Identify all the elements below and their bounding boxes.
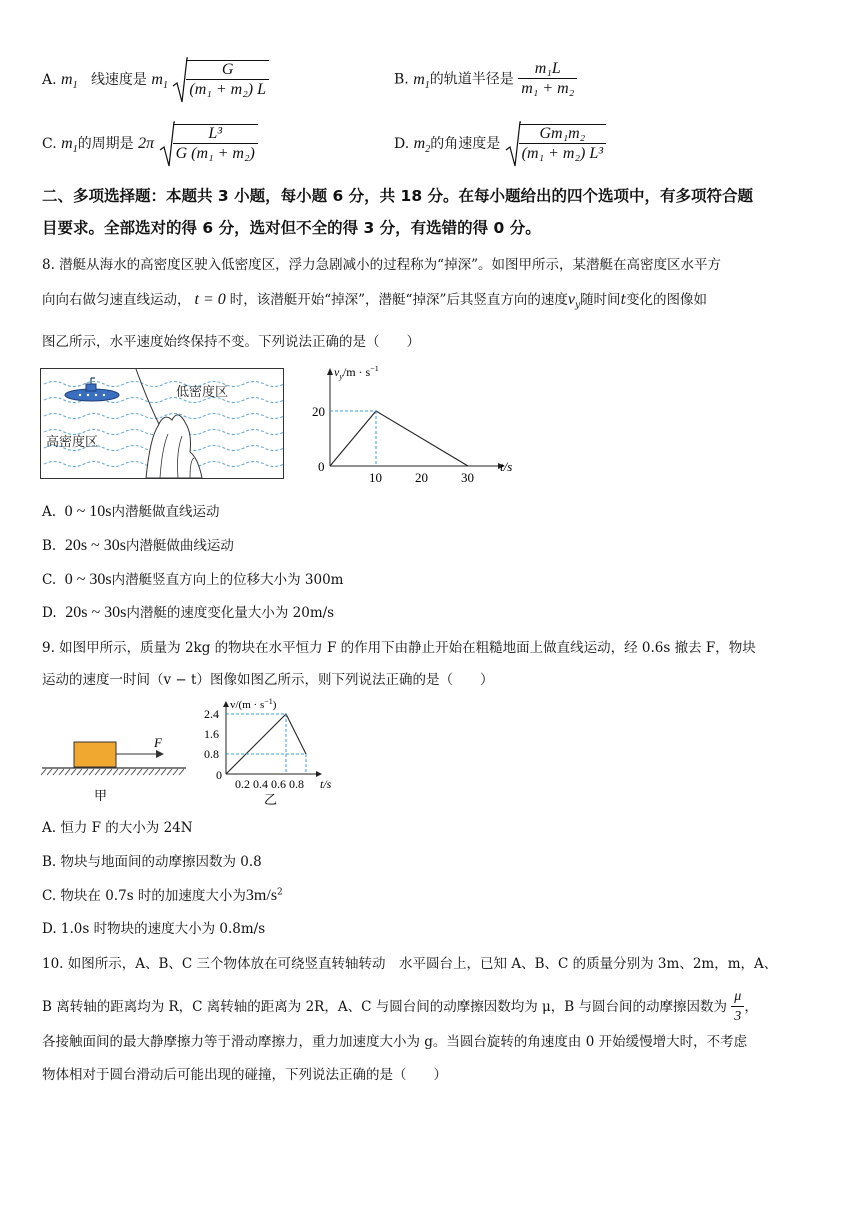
- y-tick-label: 20: [312, 404, 325, 419]
- q8-option-a[interactable]: A. 0 ~ 10s内潜艇做直线运动: [42, 503, 220, 520]
- q9-option-c[interactable]: C. 物块在 0.7s 时的加速度大小为$3m/s^2$: [42, 887, 283, 904]
- q9-option-a[interactable]: A. 恒力 F 的大小为 24N: [42, 820, 193, 836]
- q8-option-c[interactable]: C. 0 ~ 30s内潜艇竖直方向上的位移大小为 300m: [42, 571, 344, 588]
- high-density-label: 高密度区: [46, 434, 99, 449]
- v-t-graph: [196, 698, 346, 808]
- block-figure: [40, 732, 190, 806]
- ground-hatch: [167, 769, 172, 775]
- option-label: A.: [42, 72, 57, 88]
- x-axis-label: t/s: [320, 777, 332, 791]
- y-tick-label: 1.6: [204, 727, 219, 741]
- sqrt-expression: $\frac{\text{L³}}{\text{G (m₁ + m₂)}}$: [159, 120, 258, 168]
- q9-option-b[interactable]: B. 物块与地面间的动摩擦因数为 0.8: [42, 854, 262, 870]
- ground-hatch: [125, 769, 130, 775]
- sqrt-expression: $\frac{\text{Gm₁m₂}}{\text{(m₁ + m₂) L³}}$: [505, 120, 606, 168]
- q9-option-d[interactable]: D. 1.0s 时物块的速度大小为 0.8m/s: [42, 921, 266, 937]
- q8-option-b[interactable]: B. 20s ~ 30s内潜艇做曲线运动: [42, 537, 234, 554]
- origin-label: 0: [318, 459, 325, 474]
- ground-hatch: [77, 769, 82, 775]
- q10-stem-line4: 物体相对于圆台滑动后可能出现的碰撞，下列说法正确的是（ ）: [42, 1067, 447, 1083]
- q8-stem-line3: 图乙所示，水平速度始终保持不变。下列说法正确的是（ ）: [42, 334, 420, 350]
- force-label: F: [154, 735, 162, 750]
- ground-hatch: [89, 769, 94, 775]
- section-heading-line2: 目要求。全部选对的得 6 分，选对但不全的得 3 分，有选错的得 0 分。: [42, 219, 541, 237]
- fraction: $\frac{\text{m₁L}}{\text{m₁ + m₂}}$: [518, 60, 577, 99]
- origin-label: 0: [216, 768, 222, 782]
- ground-hatch: [119, 769, 124, 775]
- ground-hatch: [113, 769, 118, 775]
- figure-label-yi: 乙: [264, 792, 278, 807]
- ground-hatch: [95, 769, 100, 775]
- x-tick-labels: 0.2 0.4 0.6 0.8: [235, 777, 304, 791]
- q10-stem-line1: 10. 如图所示，A、B、C 三个物体放在可绕竖直转轴转动 水平圆台上，已知 A、B、C 的质量分别为 3m、2m，m，A、: [42, 956, 778, 972]
- q9-stem-line1: 9. 如图甲所示，质量为 2kg 的物块在水平恒力 F 的作用下由静止开始在粗糙地面上做直线运动，经 0.6s 撤去 F，物块: [42, 640, 756, 656]
- ground-hatch: [71, 769, 76, 775]
- figure-label-jia: 甲: [94, 788, 108, 803]
- x-tick-label: 10: [369, 470, 382, 484]
- y-axis-label: $v_y/m \cdot s^{-1}$: [334, 366, 379, 381]
- ground-hatch: [155, 769, 160, 775]
- ground-hatch: [101, 769, 106, 775]
- x-axis-label: t/s: [500, 459, 513, 474]
- x-tick-label: 30: [461, 470, 474, 484]
- vy-t-graph: [308, 366, 520, 484]
- ground-hatch: [47, 769, 52, 775]
- q10-stem-line3: 各接触面间的最大静摩擦力等于滑动摩擦力，重力加速度大小为 g。当圆台旋转的角速度由 0 开始缓慢增大时，不考虑: [42, 1034, 748, 1050]
- ground-hatch: [137, 769, 142, 775]
- series-line: [330, 411, 468, 466]
- section-heading-line1: 二、多项选择题：本题共 3 小题，每小题 6 分，共 18 分。在每小题给出的四个选项中，有多项符合题: [42, 187, 754, 205]
- sqrt-expression: $\frac{G}{\text{(m₁ + m₂) L}}$: [172, 56, 269, 104]
- q10-stem-line2: B 离转轴的距离均为 R，C 离转轴的距离为 2R，A、C 与圆台间的动摩擦因数均为 μ，B 与圆台间的动摩擦因数为 $\frac{\mu}{3}$ ，: [42, 988, 758, 1027]
- ground-hatch: [143, 769, 148, 775]
- ground-hatch: [65, 769, 70, 775]
- y-axis-arrow: [223, 701, 229, 707]
- ground-hatch: [59, 769, 64, 775]
- q7-option-d[interactable]: D. $m_2$的角速度是 $\frac{\text{Gm₁m₂}}{\text{(m₁ + m₂) L³}}$: [394, 120, 606, 168]
- q8-stem-line2: 向向右做匀速直线运动， t = 0 时，该潜艇开始“掉深”，潜艇“掉深”后其竖直方向的速度$v_y$随时间t变化的图像如: [42, 291, 707, 311]
- ground-hatch: [41, 769, 46, 775]
- ground-hatch: [149, 769, 154, 775]
- ground-hatch: [53, 769, 58, 775]
- y-tick-label: 2.4: [204, 707, 219, 721]
- option-text: 线速度是: [90, 72, 147, 88]
- ground-hatch: [107, 769, 112, 775]
- y-axis-arrow: [327, 368, 333, 375]
- y-tick-label: 0.8: [204, 747, 219, 761]
- ground-hatch: [131, 769, 136, 775]
- y-axis-label: $v/(m \cdot s^{-1})$: [230, 698, 277, 711]
- q7-option-a[interactable]: A. $m_1$ 线速度是 $m_1$ $\frac{G}{\text{(m₁ + m₂) L}}$: [42, 56, 269, 104]
- q7-option-b[interactable]: B. $m_1$的轨道半径是 $\frac{\text{m₁L}}{\text{m₁ + m₂}}$: [394, 60, 577, 99]
- fraction: $\frac{\mu}{3}$: [731, 988, 744, 1027]
- q9-stem-line2: 运动的速度一时间（v − t）图像如图乙所示，则下列说法正确的是（ ）: [42, 672, 494, 688]
- q8-stem-line1: 8. 潜艇从海水的高密度区驶入低密度区，浮力急剧减小的过程称为“掉深”。如图甲所示，某潜艇在高密度区水平方: [42, 257, 721, 273]
- q7-option-c[interactable]: C. $m_1$的周期是 2π $\frac{\text{L³}}{\text{G (m₁ + m₂)}}$: [42, 120, 258, 168]
- x-tick-label: 20: [415, 470, 428, 484]
- series-line: [226, 714, 306, 774]
- ground-hatch: [83, 769, 88, 775]
- mass-symbol: $m_1$: [61, 71, 78, 92]
- submarine-figure: [40, 368, 284, 480]
- ground-hatch: [179, 769, 184, 775]
- q8-option-d[interactable]: D. 20s ~ 30s内潜艇的速度变化量大小为 20m/s: [42, 604, 335, 621]
- low-density-label: 低密度区: [176, 384, 229, 399]
- ground-hatch: [161, 769, 166, 775]
- ground-hatch: [173, 769, 178, 775]
